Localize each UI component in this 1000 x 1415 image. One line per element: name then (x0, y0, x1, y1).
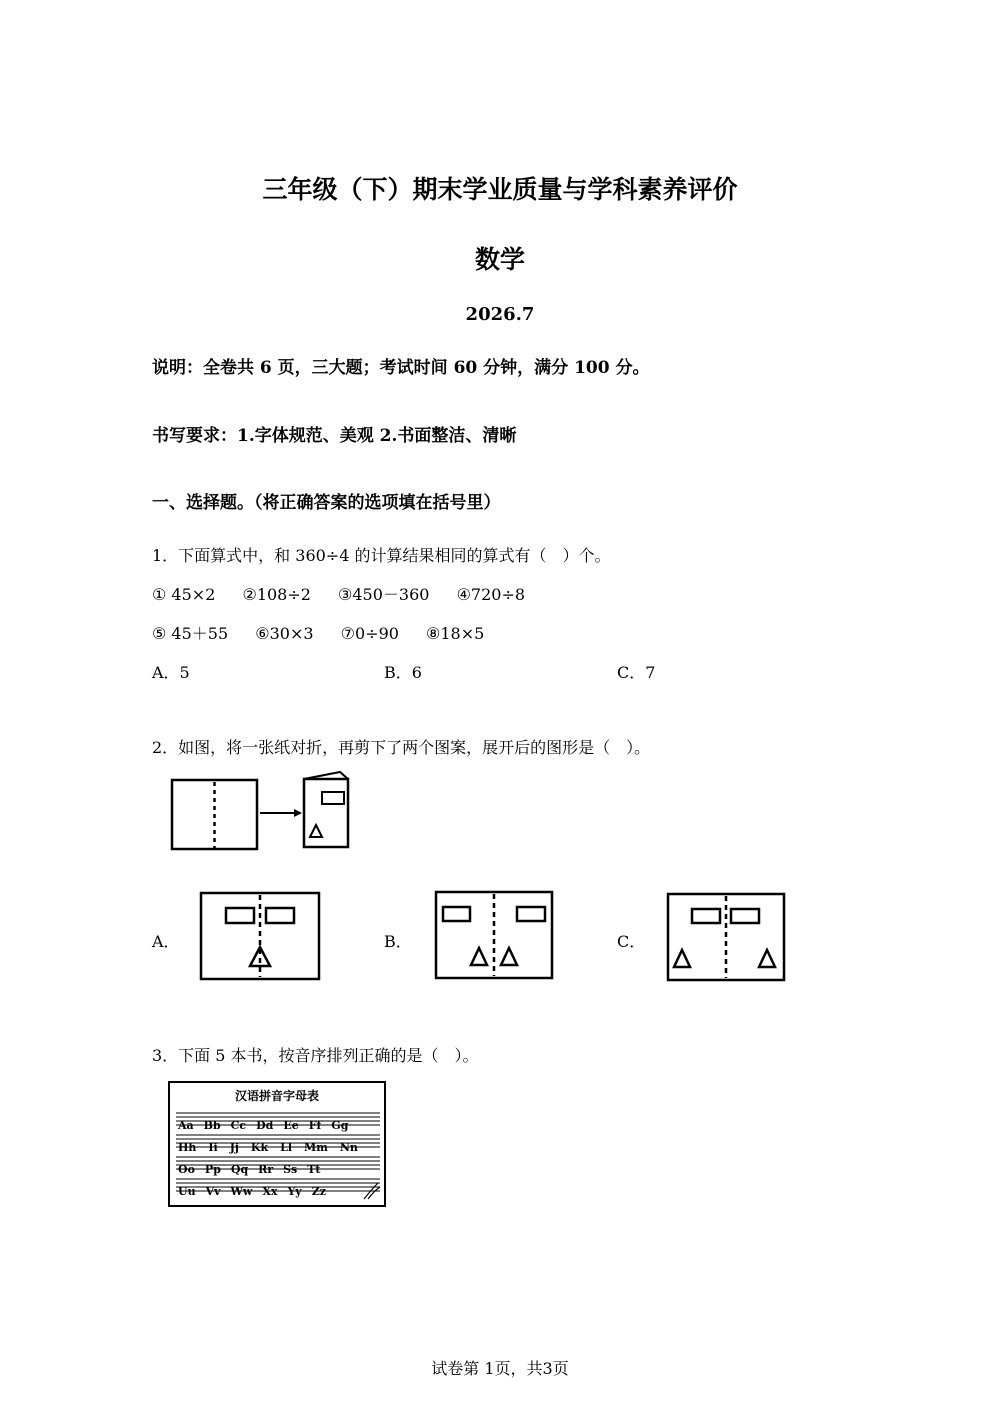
pinyin-letter: Oo (178, 1163, 195, 1176)
q1-option-c: C．7 (617, 663, 656, 682)
q2-option-a-label: A． (152, 932, 180, 951)
exam-date: 2026.7 (465, 304, 535, 325)
pinyin-letter: Dd (256, 1119, 274, 1132)
q2-option-b-figure (434, 890, 554, 980)
q2-option-a-figure (199, 891, 321, 981)
pinyin-letter: Nn (339, 1141, 358, 1154)
pinyin-letter: Qq (230, 1163, 249, 1176)
pinyin-row (178, 1185, 378, 1198)
q1-expression: ③450－360 (338, 585, 430, 604)
exam-title: 三年级（下）期末学业质量与学科素养评价 (262, 175, 738, 204)
pinyin-row (178, 1163, 378, 1176)
q2-stem: 2．如图，将一张纸对折，再剪下了两个图案，展开后的图形是（ ）。 (152, 738, 651, 757)
q2-option-c-figure (666, 892, 786, 982)
q1-expression: ④720÷8 (456, 585, 526, 604)
q1-expression-row-2 (152, 621, 506, 644)
pinyin-letter: Uu (178, 1185, 196, 1198)
q1-expression: ① 45×2 (152, 585, 216, 604)
q1-expression: ⑤ 45＋55 (152, 624, 229, 643)
subject-title: 数学 (474, 245, 525, 274)
q1-expression-row-1 (152, 582, 547, 605)
pinyin-letter: Rr (258, 1163, 274, 1176)
pinyin-letter: Kk (250, 1141, 269, 1154)
pinyin-alphabet-chart (168, 1081, 386, 1207)
pinyin-letter: Ee (283, 1119, 299, 1132)
pinyin-letter: Ww (230, 1185, 253, 1198)
pinyin-letter: Ss (283, 1163, 298, 1176)
pinyin-letter: Hh (178, 1141, 197, 1154)
pinyin-row (178, 1119, 378, 1132)
pinyin-row (178, 1141, 378, 1154)
q1-option-b: B．6 (384, 663, 422, 682)
folding-paper-figure (170, 768, 360, 854)
pinyin-letter: Aa (178, 1119, 194, 1132)
pinyin-letter: Xx (262, 1185, 278, 1198)
q1-expression: ②108÷2 (242, 585, 311, 604)
pinyin-letter: Bb (203, 1119, 221, 1132)
exam-note: 说明：全卷共 6 页，三大题；考试时间 60 分钟，满分 100 分。 (152, 358, 650, 378)
q2-option-c-label: C． (617, 932, 646, 951)
q1-option-a: A．5 (152, 663, 190, 682)
pinyin-letter: Ff (308, 1119, 322, 1132)
q1-expression: ⑧18×5 (426, 624, 485, 643)
section1-heading: 一、选择题。（将正确答案的选项填在括号里） (152, 493, 501, 513)
pinyin-letter: Ll (280, 1141, 293, 1154)
writing-requirement: 书写要求：1.字体规范、美观 2.书面整洁、清晰 (152, 426, 517, 446)
q1-expression: ⑦0÷90 (340, 624, 399, 643)
pinyin-letter: Zz (311, 1185, 326, 1198)
pinyin-letter: Ii (208, 1141, 218, 1154)
pinyin-letter: Tt (307, 1163, 321, 1176)
pinyin-letter: Pp (204, 1163, 221, 1176)
pinyin-letter: Jj (229, 1141, 239, 1154)
pinyin-letter: Yy (287, 1185, 302, 1198)
pinyin-letter: Cc (230, 1119, 247, 1132)
pinyin-letter: Mm (304, 1141, 328, 1154)
q1-stem: 1．下面算式中，和 360÷4 的计算结果相同的算式有（ ）个。 (152, 546, 611, 565)
page-footer: 试卷第 1页，共3页 (431, 1359, 569, 1378)
pinyin-letter: Gg (331, 1119, 349, 1132)
pinyin-chart-title: 汉语拼音字母表 (234, 1089, 319, 1103)
pinyin-letter: Vv (205, 1185, 221, 1198)
q3-stem: 3．下面 5 本书，按音序排列正确的是（ ）。 (152, 1046, 479, 1065)
q1-expression: ⑥30×3 (255, 624, 314, 643)
q2-option-b-label: B． (384, 932, 412, 951)
